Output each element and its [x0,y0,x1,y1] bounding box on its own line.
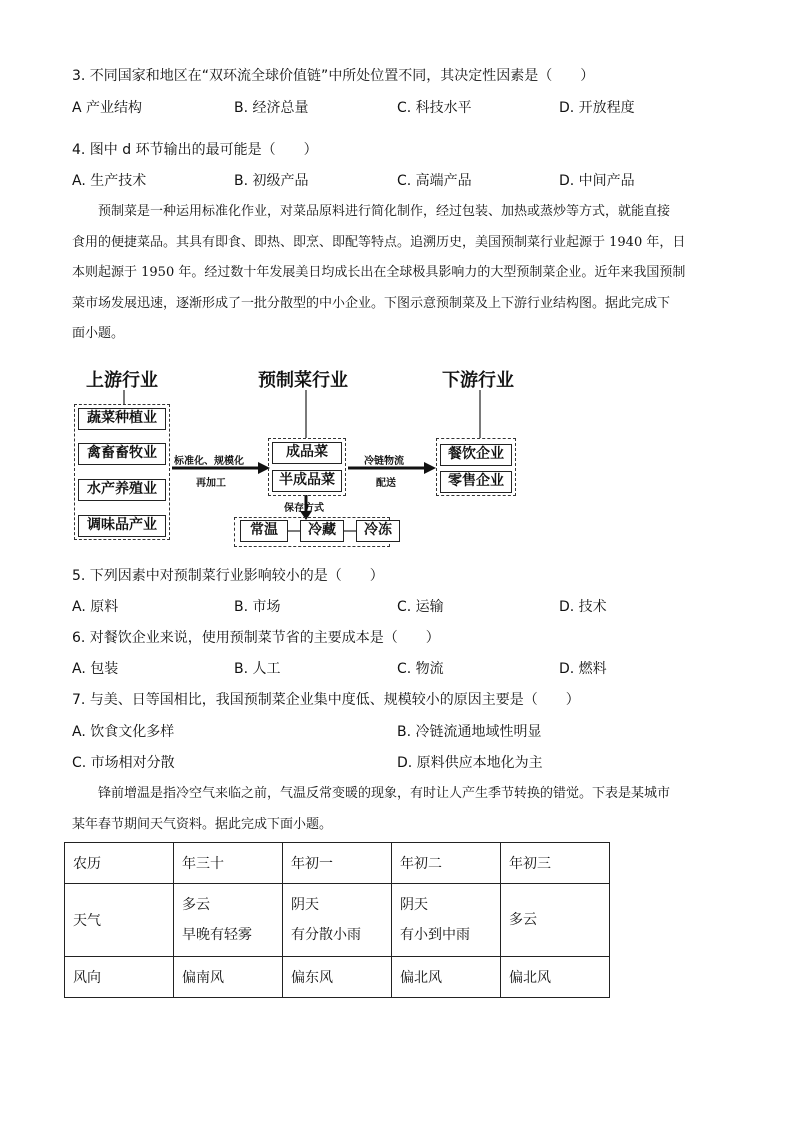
weather-table [64,842,610,998]
q7-option-c: C. 市场相对分散 [72,755,175,771]
q6-option-c: C. 物流 [397,661,444,677]
q4-option-a: A. 生产技术 [72,173,147,189]
q6-stem: 6. 对餐饮企业来说，使用预制菜节省的主要成本是（ ） [72,630,440,646]
upstream-title: 上游行业 [86,370,158,391]
middle-item-semi-finished: 半成品菜 [272,470,342,492]
middle-title: 预制菜行业 [258,370,348,391]
q4-option-d: D. 中间产品 [559,173,635,189]
upstream-item-vegetables: 蔬菜种植业 [78,408,166,430]
q7-option-b: B. 冷链流通地域性明显 [397,724,542,740]
table-cell-line: 多云 [509,912,537,928]
intro2-line: 锋前增温是指冷空气来临之前，气温反常变暖的现象，有时让人产生季节转换的错觉。下表是某城市 [98,786,671,801]
q7-option-d: D. 原料供应本地化为主 [397,755,543,771]
table-cell [283,884,392,957]
middle-item-finished: 成品菜 [272,442,342,464]
table-cell: 偏北风 [501,957,610,998]
intro1-line: 菜市场发展迅速，逐渐形成了一批分散型的中小企业。下图示意预制菜及上下游行业结构图。据此完成下 [72,295,671,311]
intro2-line: 某年春节期间天气资料。据此完成下面小题。 [72,816,333,832]
q5-option-c: C. 运输 [397,599,444,615]
q3-option-a: A 产业结构 [72,100,143,116]
table-cell [392,884,501,957]
storage-item-room-temp: 常温 [240,520,288,542]
intro-paragraph-prepared-food [72,197,722,350]
table-cell: 偏东风 [283,957,392,998]
table-row [65,884,610,957]
q4-option-c: C. 高端产品 [397,173,472,189]
q6-option-d: D. 燃料 [559,661,607,677]
intro1-line: 食用的便捷菜品。其具有即食、即热、即烹、即配等特点。追溯历史，美国预制菜行业起源于 1940 年，日 [72,234,686,250]
arrow-logistics-head [424,462,436,474]
table-cell: 偏北风 [392,957,501,998]
table-header-cell: 农历 [65,843,174,884]
q3-option-c: C. 科技水平 [397,100,472,116]
table-header-cell: 年初二 [392,843,501,884]
table-header-cell: 年初一 [283,843,392,884]
intro1-line: 面小题。 [72,326,125,341]
q6-option-b: B. 人工 [234,661,281,677]
q3-stem: 3. 不同国家和地区在“双环流全球价值链”中所处位置不同，其决定性因素是（ ） [72,68,595,84]
q3-option-d: D. 开放程度 [559,100,635,116]
table-cell: 偏南风 [174,957,283,998]
downstream-item-catering: 餐饮企业 [440,444,512,466]
upstream-item-aquaculture: 水产养殖业 [78,479,166,501]
table-cell-line: 多云 [182,897,210,913]
table-row-label: 天气 [65,884,174,957]
q7-option-a: A. 饮食文化多样 [72,724,175,740]
table-row-label: 风向 [65,957,174,998]
q6-option-a: A. 包装 [72,661,119,677]
q5-option-b: B. 市场 [234,599,281,615]
q3-option-b: B. 经济总量 [234,100,309,116]
table-cell-line: 有小到中雨 [400,927,470,943]
table-header-cell: 年初三 [501,843,610,884]
table-cell-line: 有分散小雨 [291,927,361,943]
table-row [65,843,610,884]
arrow-logistics-label-bottom: 配送 [376,478,396,489]
table-header-cell: 年三十 [174,843,283,884]
q7-stem: 7. 与美、日等国相比，我国预制菜企业集中度低、规模较小的原因主要是（ ） [72,692,580,708]
table-cell-line: 早晚有轻雾 [182,927,252,943]
q4-stem: 4. 图中 d 环节输出的最可能是（ ） [72,142,318,158]
table-row [65,957,610,998]
storage-label: 保存方式 [284,503,324,514]
intro1-line: 预制菜是一种运用标准化作业，对菜品原料进行简化制作，经过包装、加热或蒸炒等方式，就能直接 [98,204,671,219]
upstream-item-seasoning: 调味品产业 [78,515,166,537]
storage-item-refrigerated: 冷藏 [300,520,344,542]
table-cell [501,884,610,957]
downstream-title: 下游行业 [442,370,514,391]
intro-paragraph-warming [72,779,722,840]
storage-item-frozen: 冷冻 [356,520,400,542]
table-cell-line: 阴天 [400,897,428,913]
industry-structure-diagram [72,362,532,552]
arrow-processing-label-top: 标准化、规模化 [174,456,244,467]
upstream-item-livestock: 禽畜畜牧业 [78,443,166,465]
q5-option-a: A. 原料 [72,599,119,615]
downstream-item-retail: 零售企业 [440,471,512,493]
arrow-processing-label-bottom: 再加工 [196,478,226,489]
q4-option-b: B. 初级产品 [234,173,309,189]
table-cell-line: 阴天 [291,897,319,913]
table-cell [174,884,283,957]
intro1-line: 本则起源于 1950 年。经过数十年发展美日均成长出在全球极具影响力的大型预制菜企业。近年来我国预制 [72,265,686,280]
q5-option-d: D. 技术 [559,599,607,615]
arrow-logistics-label-top: 冷链物流 [364,456,404,467]
q5-stem: 5. 下列因素中对预制菜行业影响较小的是（ ） [72,568,384,584]
